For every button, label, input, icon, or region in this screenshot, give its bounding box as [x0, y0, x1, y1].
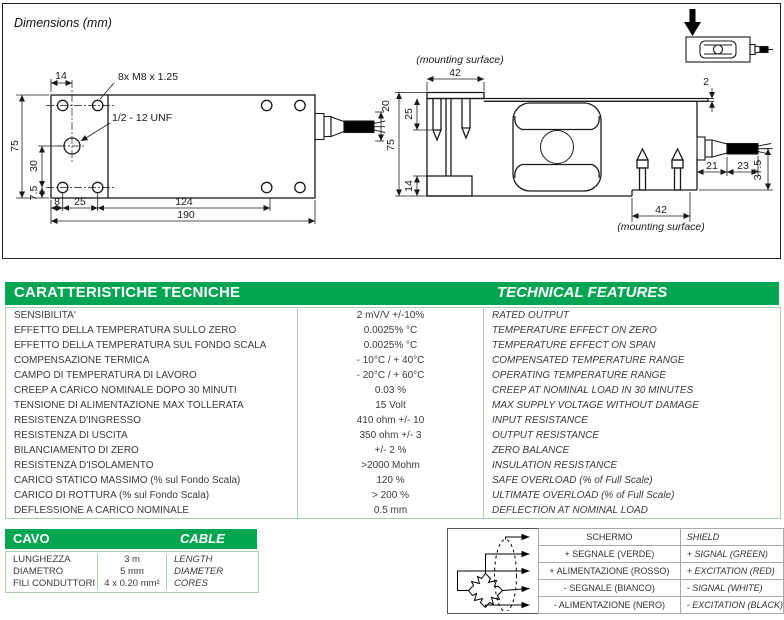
spec-value: 2 mV/V +/-10% — [297, 308, 484, 323]
spec-name-en: ULTIMATE OVERLOAD (% of Full Scale) — [492, 490, 675, 501]
wire-label-it: SCHERMO — [538, 529, 680, 546]
table-row — [6, 554, 258, 566]
table-row — [6, 353, 780, 368]
table-row — [6, 323, 780, 338]
spec-value: - 10°C / + 40°C — [297, 353, 484, 368]
dim-label: 14 — [55, 70, 67, 82]
cable-header-it: CAVO — [13, 531, 50, 546]
cable-connector-side-view — [697, 137, 771, 160]
spec-name: COMPENSAZIONE TERMICA — [14, 355, 150, 366]
side-view-outline — [427, 93, 708, 197]
wire-label-it: - ALIMENTAZIONE (NERO) — [538, 597, 680, 614]
dim-label: 1/2 - 12 UNF — [112, 112, 173, 124]
spec-name: CAMPO DI TEMPERATURA DI LAVORO — [14, 370, 197, 381]
spec-name-en: OUTPUT RESISTANCE — [492, 430, 600, 441]
table-row — [6, 368, 780, 383]
load-direction-icon — [684, 9, 773, 62]
table-row — [6, 428, 780, 443]
spec-name-en: CREEP AT NOMINAL LOAD IN 30 MINUTES — [492, 385, 694, 396]
spec-value: 0.5 mm — [297, 503, 484, 518]
spec-value: 350 ohm +/- 3 — [297, 428, 484, 443]
spec-name: RESISTENZA DI USCITA — [14, 430, 128, 441]
spec-name-en: INSULATION RESISTANCE — [492, 460, 618, 471]
table-row — [6, 458, 780, 473]
dim-label: 124 — [175, 196, 193, 208]
dim-label: 8x M8 x 1.25 — [118, 71, 179, 83]
spec-value: 4 x 0.20 mm² — [97, 578, 167, 590]
wire-label-it: + SEGNALE (VERDE) — [538, 546, 680, 563]
spec-value: - 20°C / + 60°C — [297, 368, 484, 383]
wire-label-it: - SEGNALE (BIANCO) — [538, 580, 680, 597]
wire-label-en: SHIELD — [680, 529, 783, 546]
spec-value: 0.0025% °C — [297, 323, 484, 338]
spec-name-en: ZERO BALANCE — [492, 445, 570, 456]
table-row — [448, 529, 784, 546]
table-row — [6, 578, 258, 590]
side-view-dim-lines — [395, 79, 773, 222]
spec-value: +/- 2 % — [297, 443, 484, 458]
spec-name-en: DIAMETER — [174, 566, 224, 577]
spec-name-en: MAX SUPPLY VOLTAGE WITHOUT DAMAGE — [492, 400, 699, 411]
spec-name-en: DEFLECTION AT NOMINAL LOAD — [492, 505, 648, 516]
side-view-dim-labels — [385, 54, 764, 233]
spec-value: 5 mm — [97, 566, 167, 578]
spec-name: RESISTENZA D'INGRESSO — [14, 415, 141, 426]
table-row — [6, 413, 780, 428]
spec-name: FILI CONDUTTORI — [13, 578, 96, 589]
wire-label-en: - EXCITATION (BLACK) — [680, 597, 783, 614]
spec-name: BILANCIAMENTO DI ZERO — [14, 445, 139, 456]
top-view-dim-lines — [16, 79, 384, 224]
bridge-diagram-cell — [448, 529, 539, 614]
cable-connector-top-view — [315, 114, 385, 140]
spec-name: DEFLESSIONE A CARICO NOMINALE — [14, 505, 190, 516]
table-row — [6, 488, 780, 503]
wire-label-en: - SIGNAL (WHITE) — [680, 580, 783, 597]
spec-value: > 200 % — [297, 488, 484, 503]
spec-name: CARICO STATICO MASSIMO (% sul Fondo Scala) — [14, 475, 241, 486]
table-row — [6, 566, 258, 578]
dim-label: 42 — [449, 67, 461, 79]
wheatstone-bridge-diagram — [448, 529, 537, 611]
down-arrow-icon — [684, 9, 701, 36]
dim-label: 190 — [177, 209, 195, 221]
spec-name: EFFETTO DELLA TEMPERATURA SUL FONDO SCALA — [14, 340, 267, 351]
table-row — [6, 398, 780, 413]
dim-label: 8 — [54, 196, 60, 208]
spec-name-en: SAFE OVERLOAD (% of Full Scale) — [492, 475, 653, 486]
spec-name-en: TEMPERATURE EFFECT ON SPAN — [492, 340, 656, 351]
spec-name-en: OPERATING TEMPERATURE RANGE — [492, 370, 667, 381]
dim-label: 37.5 — [752, 159, 764, 181]
dim-label: 7.5 — [28, 185, 40, 201]
top-view-outline — [51, 95, 315, 198]
dimensions-drawing — [0, 0, 784, 262]
wire-label-en: + EXCITATION (RED) — [680, 563, 783, 580]
spec-value: >2000 Mohm — [297, 458, 484, 473]
table-row — [6, 308, 780, 323]
spec-name-en: LENGTH — [174, 554, 213, 565]
dim-label: 14 — [403, 180, 415, 192]
wiring-table — [447, 528, 784, 614]
spec-name: CARICO DI ROTTURA (% sul Fondo Scala) — [14, 490, 210, 501]
tech-table-header — [5, 282, 779, 305]
wire-label-en: + SIGNAL (GREEN) — [680, 546, 783, 563]
spec-name-en: INPUT RESISTANCE — [492, 415, 588, 426]
spec-name-en: RATED OUTPUT — [492, 310, 570, 321]
dim-label: 42 — [655, 204, 667, 216]
drawing-title: Dimensions (mm) — [14, 16, 112, 30]
dim-label: 30 — [28, 160, 40, 172]
cable-table-body — [5, 551, 259, 593]
spec-name-en: CORES — [174, 578, 208, 589]
wire-label-it: + ALIMENTAZIONE (ROSSO) — [538, 563, 680, 580]
spec-value: 3 m — [97, 554, 167, 566]
dim-label: 75 — [385, 139, 397, 151]
dim-label: 2 — [703, 76, 709, 88]
table-row — [6, 443, 780, 458]
table-row — [6, 503, 780, 518]
spec-name: CREEP A CARICO NOMINALE DOPO 30 MINUTI — [14, 385, 237, 396]
cable-header-en: CABLE — [180, 531, 225, 546]
table-row — [6, 473, 780, 488]
spec-value: 410 ohm +/- 10 — [297, 413, 484, 428]
spec-name: TENSIONE DI ALIMENTAZIONE MAX TOLLERATA — [14, 400, 244, 411]
center-lines — [46, 80, 114, 188]
dim-label: 21 — [706, 160, 718, 172]
spec-value: 0.0025% °C — [297, 338, 484, 353]
spec-value: 15 Volt — [297, 398, 484, 413]
dim-label: 20 — [380, 100, 392, 112]
spec-name: LUNGHEZZA — [13, 554, 71, 565]
shield-ellipse — [495, 540, 517, 612]
tech-header-en: TECHNICAL FEATURES — [497, 284, 668, 301]
mounting-surface-label: (mounting surface) — [617, 221, 705, 233]
spec-name-en: COMPENSATED TEMPERATURE RANGE — [492, 355, 685, 366]
dim-label: 75 — [9, 140, 21, 152]
spec-value: 0.03 % — [297, 383, 484, 398]
tech-table-body — [5, 307, 781, 519]
spec-name-en: TEMPERATURE EFFECT ON ZERO — [492, 325, 657, 336]
table-row — [6, 338, 780, 353]
cable-table-header — [5, 529, 257, 549]
dim-label: 25 — [74, 196, 86, 208]
spec-value: 120 % — [297, 473, 484, 488]
spec-name: RESISTENZA D'ISOLAMENTO — [14, 460, 154, 471]
spec-name: EFFETTO DELLA TEMPERATURA SULLO ZERO — [14, 325, 237, 336]
spec-name: DIAMETRO — [13, 566, 64, 577]
table-row — [6, 383, 780, 398]
tech-header-it: CARATTERISTICHE TECNICHE — [14, 284, 241, 301]
dim-label: 25 — [403, 108, 415, 120]
mounting-surface-label: (mounting surface) — [416, 54, 504, 66]
dim-label: 23 — [737, 160, 749, 172]
spec-name: SENSIBILITA' — [14, 310, 76, 321]
